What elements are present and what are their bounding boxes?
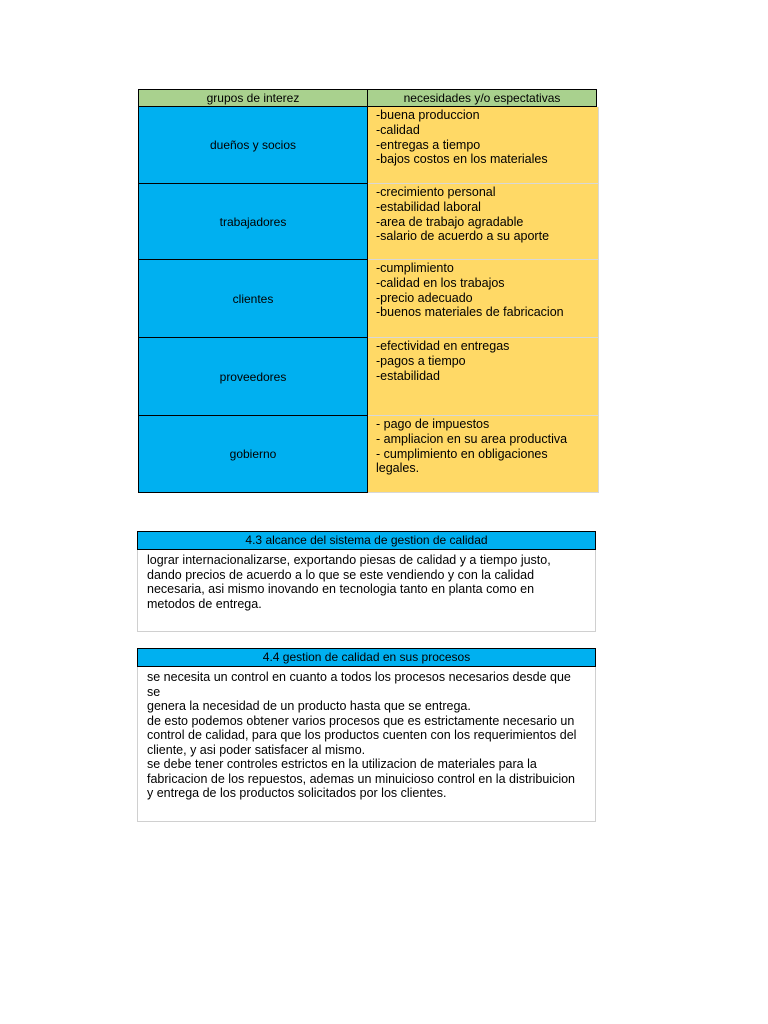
section-title: 4.4 gestion de calidad en sus procesos: [137, 648, 596, 667]
needs-cell: [368, 107, 599, 184]
section-procesos: [137, 648, 596, 822]
need-item: - cumplimiento en obligaciones: [376, 446, 548, 461]
section-line: cliente, y asi poder satisfacer al mismo.: [147, 742, 366, 757]
section-body: [137, 667, 596, 822]
need-item: -calidad en los trabajos: [376, 275, 505, 290]
need-item: -area de trabajo agradable: [376, 214, 524, 229]
need-item: -salario de acuerdo a su aporte: [376, 229, 550, 244]
need-item: -pagos a tiempo: [376, 353, 466, 368]
section-line: genera la necesidad de un producto hasta que se entrega.: [147, 699, 471, 713]
needs-cell: [368, 184, 599, 260]
need-item: -buena produccion: [376, 108, 480, 122]
table-row: [138, 184, 599, 260]
section-body: [137, 550, 596, 632]
need-item: - ampliacion en su area productiva: [376, 431, 568, 446]
need-item: -entregas a tiempo: [376, 137, 481, 152]
table-row: [138, 107, 599, 184]
need-item: -estabilidad laboral: [376, 199, 481, 214]
need-item: -buenos materiales de fabricacion: [376, 305, 564, 320]
group-cell: gobierno: [138, 416, 368, 493]
table-row: [138, 416, 599, 493]
need-item: -cumplimiento: [376, 261, 454, 275]
need-item: -crecimiento personal: [376, 185, 496, 199]
section-line: control de calidad, para que los productos cuenten con los requerimientos del: [147, 728, 577, 742]
group-cell: clientes: [138, 260, 368, 338]
section-line: fabricacion de los repuestos, ademas un minuicioso control en la distribuicion: [147, 771, 576, 786]
group-cell: trabajadores: [138, 184, 368, 260]
section-line: de esto podemos obtener varios procesos que es estrictamente necesario un: [147, 713, 575, 728]
need-item: -calidad: [376, 122, 420, 137]
section-line: dando precios de acuerdo a lo que se este vendiendo y con la calidad: [147, 567, 535, 582]
need-item: - pago de impuestos: [376, 417, 490, 431]
section-line: se debe tener controles estrictos en la utilizacion de materiales para la: [147, 757, 537, 771]
need-item: -efectividad en entregas: [376, 339, 510, 353]
section-line: se necesita un control en cuanto a todos los procesos necesarios desde que se: [147, 670, 575, 699]
table-row: [138, 338, 599, 416]
group-cell: dueños y socios: [138, 107, 368, 184]
needs-cell: [368, 260, 599, 338]
table-row: [138, 260, 599, 338]
header-groups: grupos de interez: [138, 89, 368, 107]
needs-cell: [368, 416, 599, 493]
group-cell: proveedores: [138, 338, 368, 416]
section-alcance: [137, 531, 596, 632]
need-item: -estabilidad: [376, 368, 440, 383]
section-line: metodos de entrega.: [147, 596, 262, 611]
section-title: 4.3 alcance del sistema de gestion de calidad: [137, 531, 596, 550]
need-item: legales.: [376, 461, 420, 476]
section-line: lograr internacionalizarse, exportando piesas de calidad y a tiempo justo,: [147, 553, 551, 567]
section-line: y entrega de los productos solicitados por los clientes.: [147, 786, 447, 800]
table-header-row: [138, 89, 599, 107]
stakeholders-table: [138, 89, 599, 493]
need-item: -precio adecuado: [376, 290, 473, 305]
header-needs: necesidades y/o espectativas: [368, 89, 597, 107]
need-item: -bajos costos en los materiales: [376, 152, 548, 167]
needs-cell: [368, 338, 599, 416]
section-line: necesaria, asi mismo inovando en tecnologia tanto en planta como en: [147, 582, 535, 596]
